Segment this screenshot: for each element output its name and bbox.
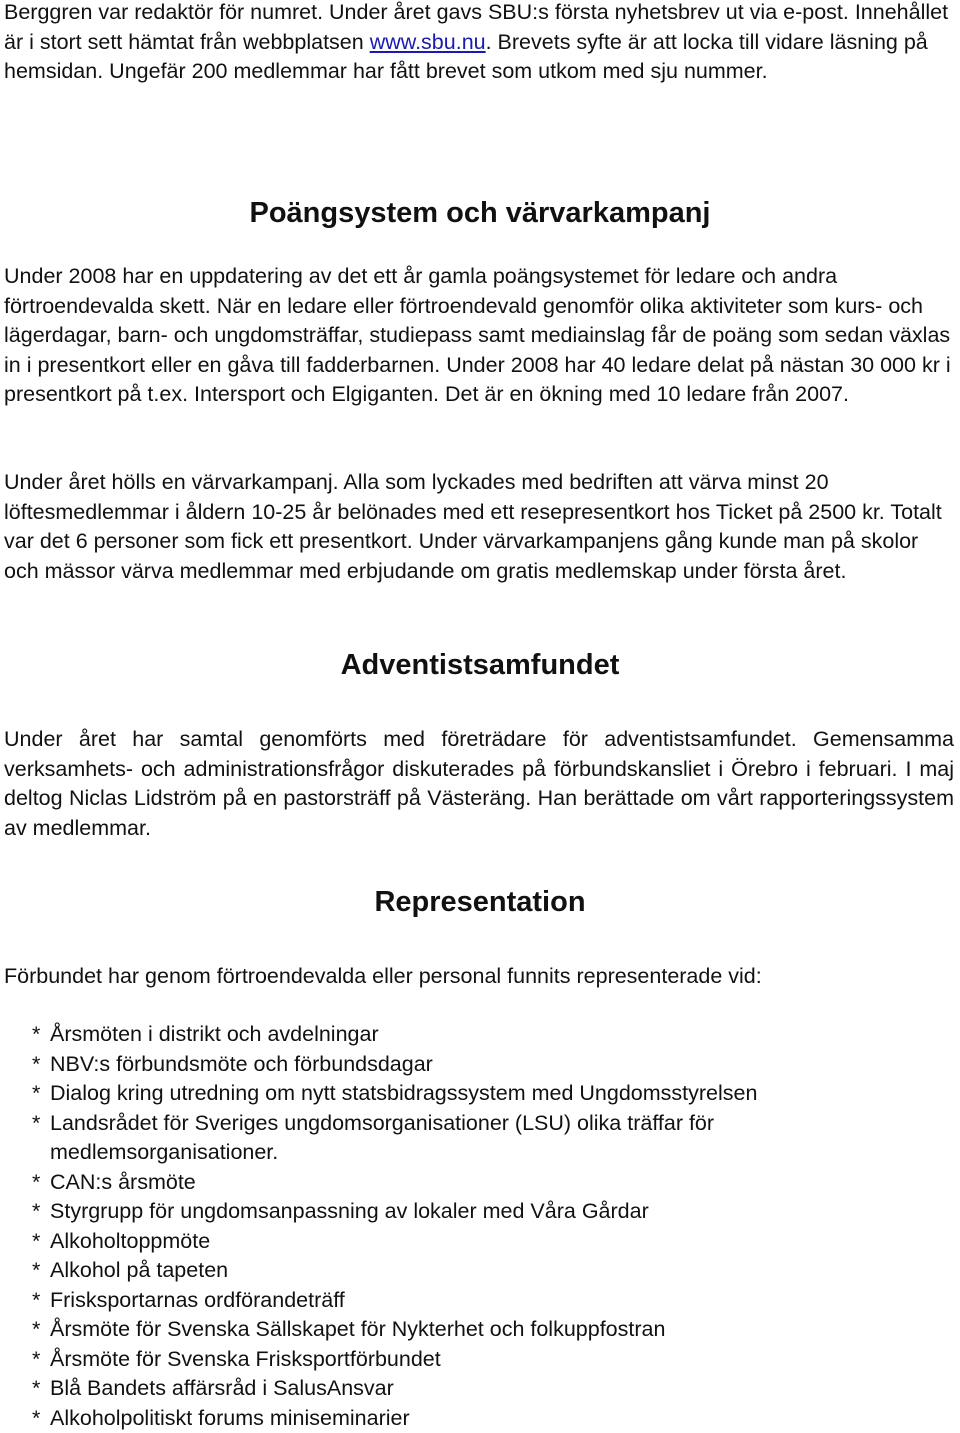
heading-points-system: Poängsystem och värvarkampanj xyxy=(4,195,956,231)
intro-paragraph xyxy=(4,0,954,87)
list-item xyxy=(32,1374,932,1404)
representation-list xyxy=(32,1020,932,1433)
intro-text-start: Berggren var redaktör för numret. Under året gavs SBU:s första nyhetsbrev ut via e-post. Innehållet är i stort sett hämtat från webbplatsen xyxy=(4,0,948,54)
bullet-marker: * xyxy=(32,1050,50,1080)
points-paragraph-1: Under 2008 har en uppdatering av det ett år gamla poängsystemet för ledare och andra förtroendevalda skett. När en ledare eller förtroendevald genomför olika aktiviteter som kurs- och lägerdagar, barn- och ungdomsträffar, studiepass samt mediainslag får de poäng som sedan växlas in i presentkort eller en gåva till fadderbarnen. Under 2008 har 40 ledare delat på nästan 30 000 kr i presentkort på t.ex. Intersport och Elgiganten. Det är en ökning med 10 ledare från 2007. xyxy=(4,262,954,410)
list-item-text: CAN:s årsmöte xyxy=(50,1168,932,1198)
list-item xyxy=(32,1168,932,1198)
bullet-marker: * xyxy=(32,1197,50,1227)
list-item-text: Årsmöten i distrikt och avdelningar xyxy=(50,1020,932,1050)
heading-adventist: Adventistsamfundet xyxy=(4,647,956,683)
list-item xyxy=(32,1197,932,1227)
list-item-text: NBV:s förbundsmöte och förbundsdagar xyxy=(50,1050,932,1080)
points-paragraph-2: Under året hölls en värvarkampanj. Alla som lyckades med bedriften att värva minst 20 löftesmedlemmar i åldern 10-25 år belönades med ett resepresentkort hos Ticket på 2500 kr. Totalt var det 6 personer som fick ett presentkort. Under värvarkampanjens gång kunde man på skolor och mässor värva medlemmar med erbjudande om gratis medlemskap under första året. xyxy=(4,468,954,586)
list-item-text: Styrgrupp för ungdomsanpassning av lokaler med Våra Gårdar xyxy=(50,1197,932,1227)
list-item-text: Frisksportarnas ordförandeträff xyxy=(50,1286,932,1316)
list-item xyxy=(32,1109,932,1168)
list-item xyxy=(32,1050,932,1080)
bullet-marker: * xyxy=(32,1315,50,1345)
adventist-paragraph: Under året har samtal genomförts med företrädare för adventistsamfundet. Gemensamma verksamhets- och administrationsfrågor diskuterades på förbundskansliet i Örebro i februari. I maj deltog Niclas Lidström på en pastorsträff på Västeräng. Han berättade om vårt rapporteringssystem av medlemmar. xyxy=(4,725,954,843)
list-item xyxy=(32,1020,932,1050)
bullet-marker: * xyxy=(32,1345,50,1375)
list-item-text: Landsrådet för Sveriges ungdomsorganisationer (LSU) olika träffar för medlemsorganisationer. xyxy=(50,1109,932,1168)
bullet-marker: * xyxy=(32,1020,50,1050)
bullet-marker: * xyxy=(32,1079,50,1109)
list-item-text: Årsmöte för Svenska Frisksportförbundet xyxy=(50,1345,932,1375)
list-item xyxy=(32,1227,932,1257)
website-link[interactable]: www.sbu.nu xyxy=(370,30,486,54)
bullet-marker: * xyxy=(32,1286,50,1316)
list-item-text: Alkohol på tapeten xyxy=(50,1256,932,1286)
bullet-marker: * xyxy=(32,1404,50,1433)
bullet-marker: * xyxy=(32,1256,50,1286)
list-item xyxy=(32,1345,932,1375)
heading-representation: Representation xyxy=(4,884,956,920)
list-item-text: Årsmöte för Svenska Sällskapet för Nykterhet och folkuppfostran xyxy=(50,1315,932,1345)
bullet-marker: * xyxy=(32,1168,50,1198)
list-item xyxy=(32,1286,932,1316)
bullet-marker: * xyxy=(32,1227,50,1257)
bullet-marker: * xyxy=(32,1109,50,1168)
bullet-marker: * xyxy=(32,1374,50,1404)
list-item xyxy=(32,1079,932,1109)
list-item xyxy=(32,1315,932,1345)
representation-intro: Förbundet har genom förtroendevalda eller personal funnits representerade vid: xyxy=(4,962,954,992)
list-item-text: Blå Bandets affärsråd i SalusAnsvar xyxy=(50,1374,932,1404)
intro-text-end: . Brevets syfte är att locka till vidare läsning på hemsidan. Ungefär 200 medlemmar har fått brevet som utkom med sju nummer. xyxy=(4,30,928,84)
list-item-text: Dialog kring utredning om nytt statsbidragssystem med Ungdomsstyrelsen xyxy=(50,1079,932,1109)
list-item-text: Alkoholpolitiskt forums miniseminarier xyxy=(50,1404,932,1433)
list-item xyxy=(32,1256,932,1286)
list-item xyxy=(32,1404,932,1433)
list-item-text: Alkoholtoppmöte xyxy=(50,1227,932,1257)
